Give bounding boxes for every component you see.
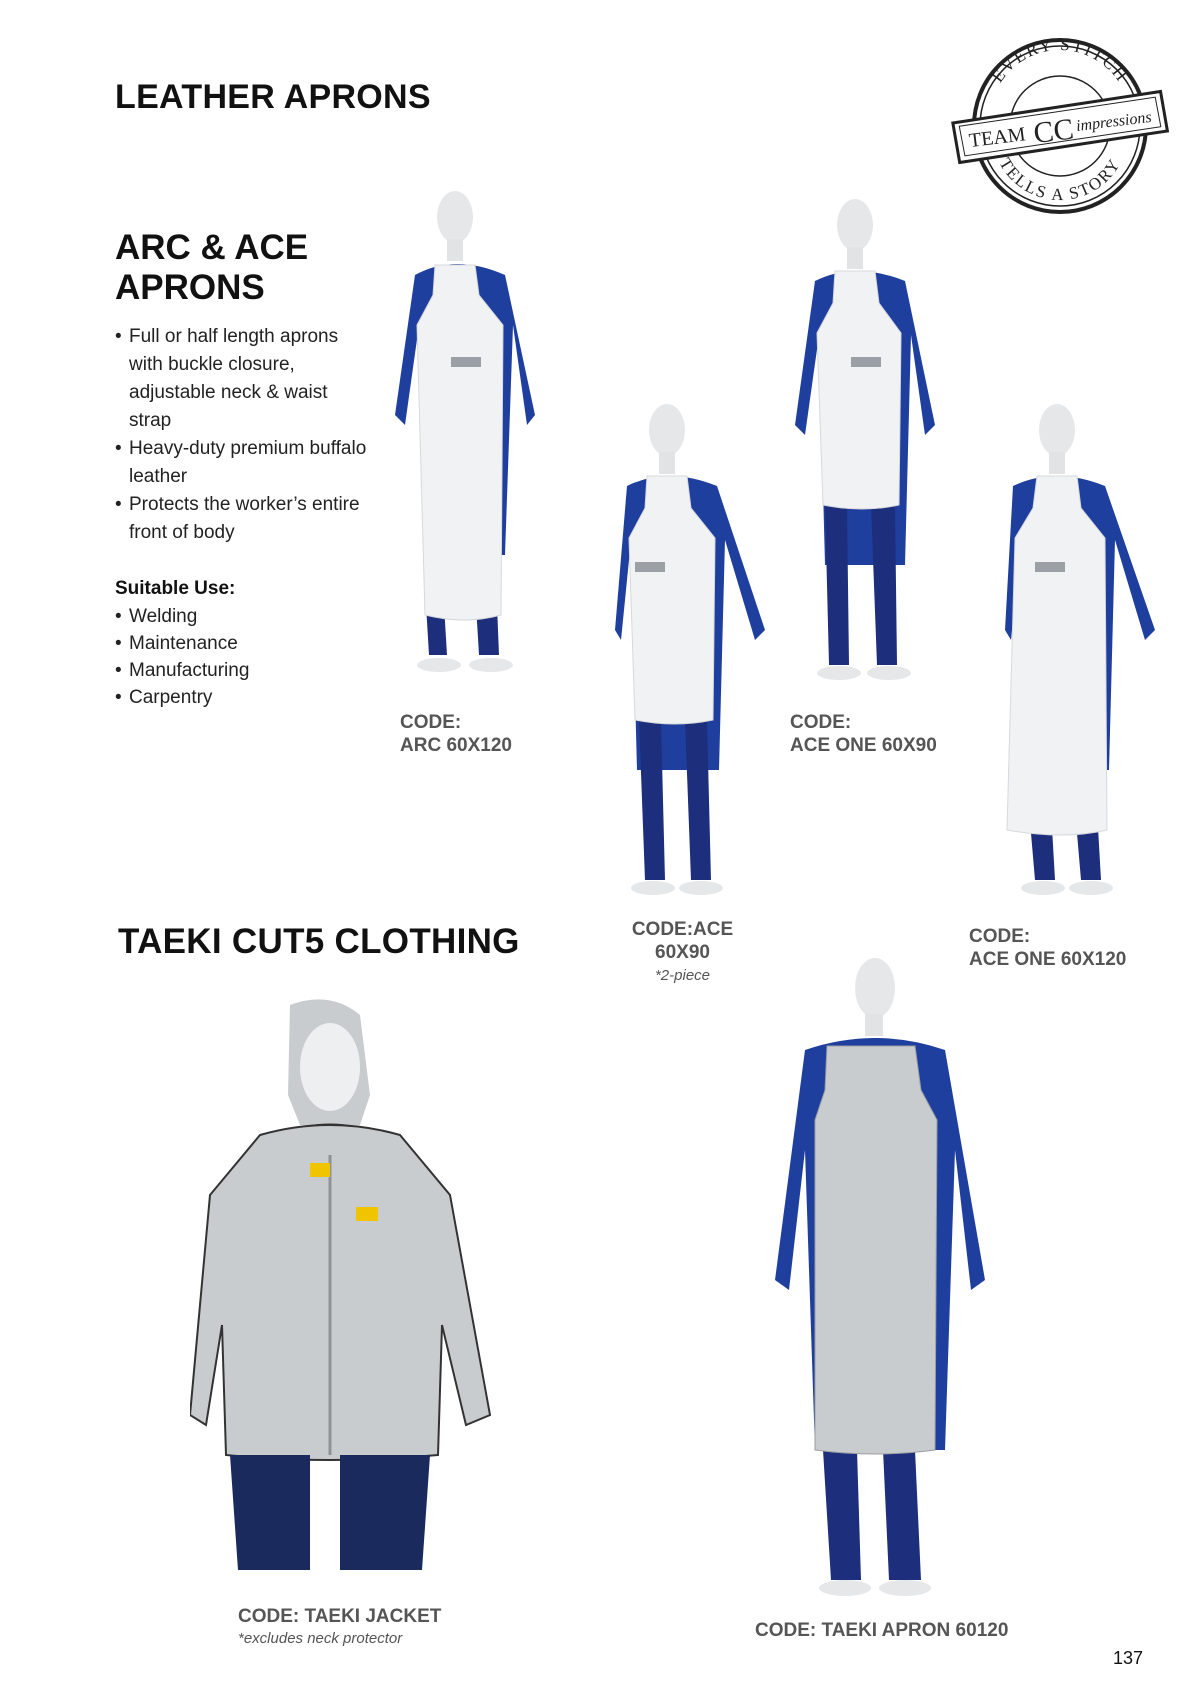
code-note: *excludes neck protector (238, 1630, 403, 1647)
code-label: CODE: (790, 712, 852, 733)
suitable-use-heading: Suitable Use: (115, 578, 236, 599)
code-value: ARC 60X120 (400, 735, 512, 756)
page-number: 137 (1113, 1648, 1144, 1668)
stamp-brand-left: TEAM (967, 123, 1027, 153)
code-note: *2-piece (654, 967, 711, 984)
feature-item: • Heavy-duty premium buffalo leather (115, 435, 375, 491)
feature-item: • Protects the worker’s entire front of body (115, 491, 375, 547)
feature-list (115, 323, 375, 547)
svg-text:EVERY STITCH (988, 35, 1132, 86)
stamp-brand-mark: CC (1031, 112, 1076, 151)
taeki-apron-image (765, 950, 1005, 1600)
use-item: • Manufacturing (115, 657, 249, 684)
code-value: CODE:ACE 60X90 (631, 919, 734, 963)
use-item: • Carpentry (115, 684, 249, 711)
use-item: • Welding (115, 603, 249, 630)
stamp-top-text: EVERY STITCH (987, 34, 1132, 86)
page-title: LEATHER APRONS (115, 78, 431, 116)
product-code-ace-60x90 (605, 918, 760, 984)
code-value: ACE ONE 60X90 (790, 735, 937, 756)
code-label: CODE: (400, 712, 462, 733)
code-value: CODE: TAEKI JACKET (238, 1606, 442, 1627)
svg-text:TELLS A STORY (995, 154, 1124, 204)
code-value: ACE ONE 60X120 (969, 949, 1127, 970)
ace-one-60x120-apron-image (1005, 390, 1165, 910)
ace-60x90-apron-image (615, 390, 785, 910)
section-title-arc-ace: ARC & ACE APRONS (115, 228, 309, 307)
code-label: CODE: (969, 926, 1031, 947)
section-title-taeki: TAEKI CUT5 CLOTHING (118, 922, 520, 961)
taeki-jacket-image (190, 995, 510, 1585)
product-code-taeki-apron: CODE: TAEKI APRON 60120 (755, 1620, 1009, 1641)
product-code-taeki-jacket (238, 1605, 441, 1647)
use-item: • Maintenance (115, 630, 249, 657)
suitable-use-list (115, 603, 249, 711)
ace-one-60x90-apron-image (795, 185, 985, 705)
product-code-ace-one-60x90 (790, 711, 937, 757)
stamp-bottom-text: TELLS A STORY (995, 154, 1125, 205)
stamp-brand-right: impressions (1075, 108, 1153, 135)
product-code-arc-60x120 (400, 711, 512, 757)
arc-60x120-apron-image (395, 175, 585, 705)
feature-item: • Full or half length aprons with buckle closure, adjustable neck & waist strap (115, 323, 375, 435)
